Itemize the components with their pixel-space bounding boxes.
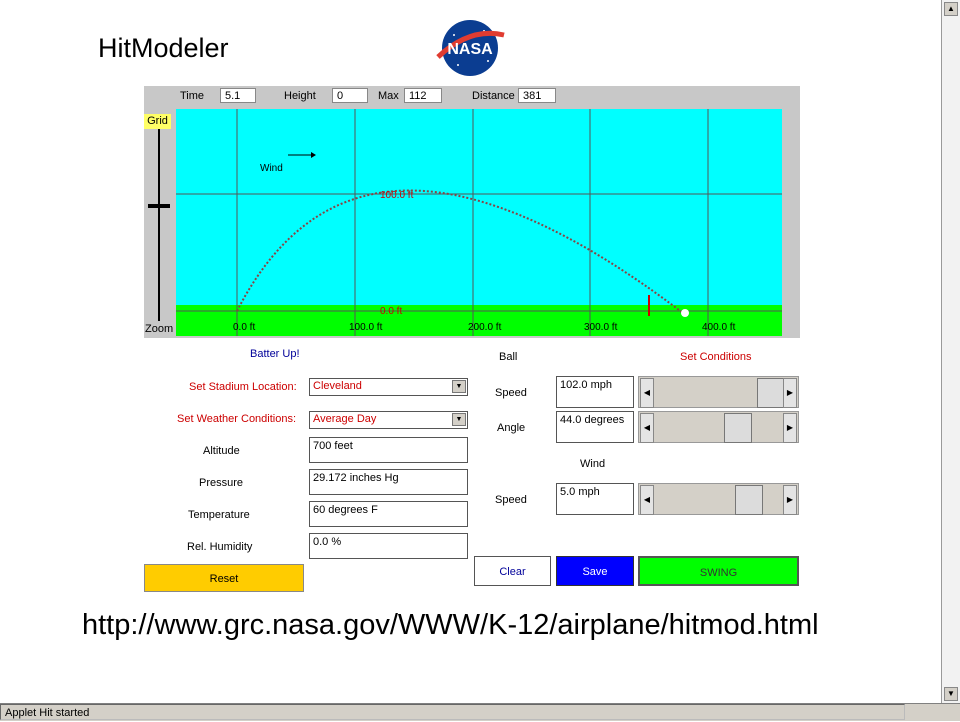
zoom-rail xyxy=(144,109,176,338)
x-tick-400: 400.0 ft xyxy=(702,322,736,333)
ball-speed-label: Speed xyxy=(495,387,527,399)
time-readout: 5.1 xyxy=(220,88,256,103)
pressure-field[interactable]: 29.172 inches Hg xyxy=(309,469,468,495)
set-conditions-label: Set Conditions xyxy=(680,351,752,363)
chevron-right-icon[interactable]: ▶ xyxy=(783,413,797,443)
nasa-logo-text: NASA xyxy=(447,41,493,58)
scroll-down-icon[interactable]: ▼ xyxy=(944,687,958,701)
height-label-0: 0.0 ft xyxy=(380,306,403,317)
weather-label: Set Weather Conditions: xyxy=(177,413,297,425)
stadium-select[interactable] xyxy=(309,378,468,396)
page-title: HitModeler xyxy=(98,33,229,63)
ball-label: Ball xyxy=(499,351,518,363)
temperature-label: Temperature xyxy=(188,509,250,521)
clear-button[interactable]: Clear xyxy=(474,556,551,586)
height-readout: 0 xyxy=(332,88,368,103)
angle-slider[interactable] xyxy=(638,411,799,443)
ball-speed-field[interactable]: 102.0 mph xyxy=(556,376,634,408)
temperature-field[interactable]: 60 degrees F xyxy=(309,501,468,527)
wind-speed-slider-thumb[interactable] xyxy=(735,485,763,515)
status-bar xyxy=(0,703,960,721)
chevron-down-icon[interactable]: ▼ xyxy=(452,413,466,426)
max-readout: 112 xyxy=(404,88,442,103)
zoom-slider-thumb[interactable] xyxy=(148,204,170,208)
reset-button[interactable]: Reset xyxy=(144,564,304,592)
ball xyxy=(681,309,689,317)
chevron-right-icon[interactable]: ▶ xyxy=(783,485,797,515)
wind-speed-field[interactable]: 5.0 mph xyxy=(556,483,634,515)
stadium-value: Cleveland xyxy=(313,380,362,392)
altitude-label: Altitude xyxy=(203,445,240,457)
scroll-up-icon[interactable]: ▲ xyxy=(944,2,958,16)
zoom-slider-track[interactable] xyxy=(158,127,160,321)
humidity-field[interactable]: 0.0 % xyxy=(309,533,468,559)
wind-arrowhead xyxy=(311,152,316,158)
save-button[interactable]: Save xyxy=(556,556,634,586)
wind-indicator-label: Wind xyxy=(260,163,283,174)
humidity-label: Rel. Humidity xyxy=(187,541,253,553)
angle-field[interactable]: 44.0 degrees xyxy=(556,411,634,443)
weather-value: Average Day xyxy=(313,413,377,425)
ball-speed-slider[interactable] xyxy=(638,376,799,408)
zoom-label: Zoom xyxy=(145,323,174,335)
page-url: http://www.grc.nasa.gov/WWW/K-12/airplane/hitmod.html xyxy=(82,609,819,641)
distance-readout: 381 xyxy=(518,88,556,103)
chevron-right-icon[interactable]: ▶ xyxy=(783,378,797,408)
x-tick-0: 0.0 ft xyxy=(233,322,256,333)
chevron-down-icon[interactable]: ▼ xyxy=(452,380,466,393)
batter-status: Batter Up! xyxy=(250,348,300,360)
ball-speed-slider-thumb[interactable] xyxy=(757,378,785,408)
chevron-left-icon[interactable]: ◀ xyxy=(640,413,654,443)
angle-label: Angle xyxy=(497,422,526,434)
trajectory-svg xyxy=(176,109,782,336)
wind-speed-slider[interactable] xyxy=(638,483,799,515)
ball-trajectory xyxy=(237,190,683,313)
grid-lines xyxy=(176,109,782,336)
weather-select[interactable] xyxy=(309,411,468,429)
grid-button[interactable]: Grid xyxy=(144,114,171,129)
altitude-field[interactable]: 700 feet xyxy=(309,437,468,463)
wind-label: Wind xyxy=(580,458,606,470)
distance-label: Distance xyxy=(472,90,515,102)
stadium-label: Set Stadium Location: xyxy=(189,381,297,393)
chevron-left-icon[interactable]: ◀ xyxy=(640,485,654,515)
nasa-logo xyxy=(434,17,506,79)
vertical-scrollbar[interactable] xyxy=(941,0,960,703)
x-tick-100: 100.0 ft xyxy=(349,322,383,333)
angle-slider-thumb[interactable] xyxy=(724,413,752,443)
trajectory-plot xyxy=(176,109,782,336)
chevron-left-icon[interactable]: ◀ xyxy=(640,378,654,408)
x-tick-300: 300.0 ft xyxy=(584,322,618,333)
x-tick-200: 200.0 ft xyxy=(468,322,502,333)
status-text: Applet Hit started xyxy=(0,704,905,720)
pressure-label: Pressure xyxy=(199,477,244,489)
height-label: Height xyxy=(284,90,316,102)
max-label: Max xyxy=(378,90,399,102)
swing-button[interactable]: SWING xyxy=(638,556,799,586)
time-label: Time xyxy=(180,90,205,102)
height-label-100: 100.0 ft xyxy=(380,190,414,201)
wind-speed-label: Speed xyxy=(495,494,527,506)
